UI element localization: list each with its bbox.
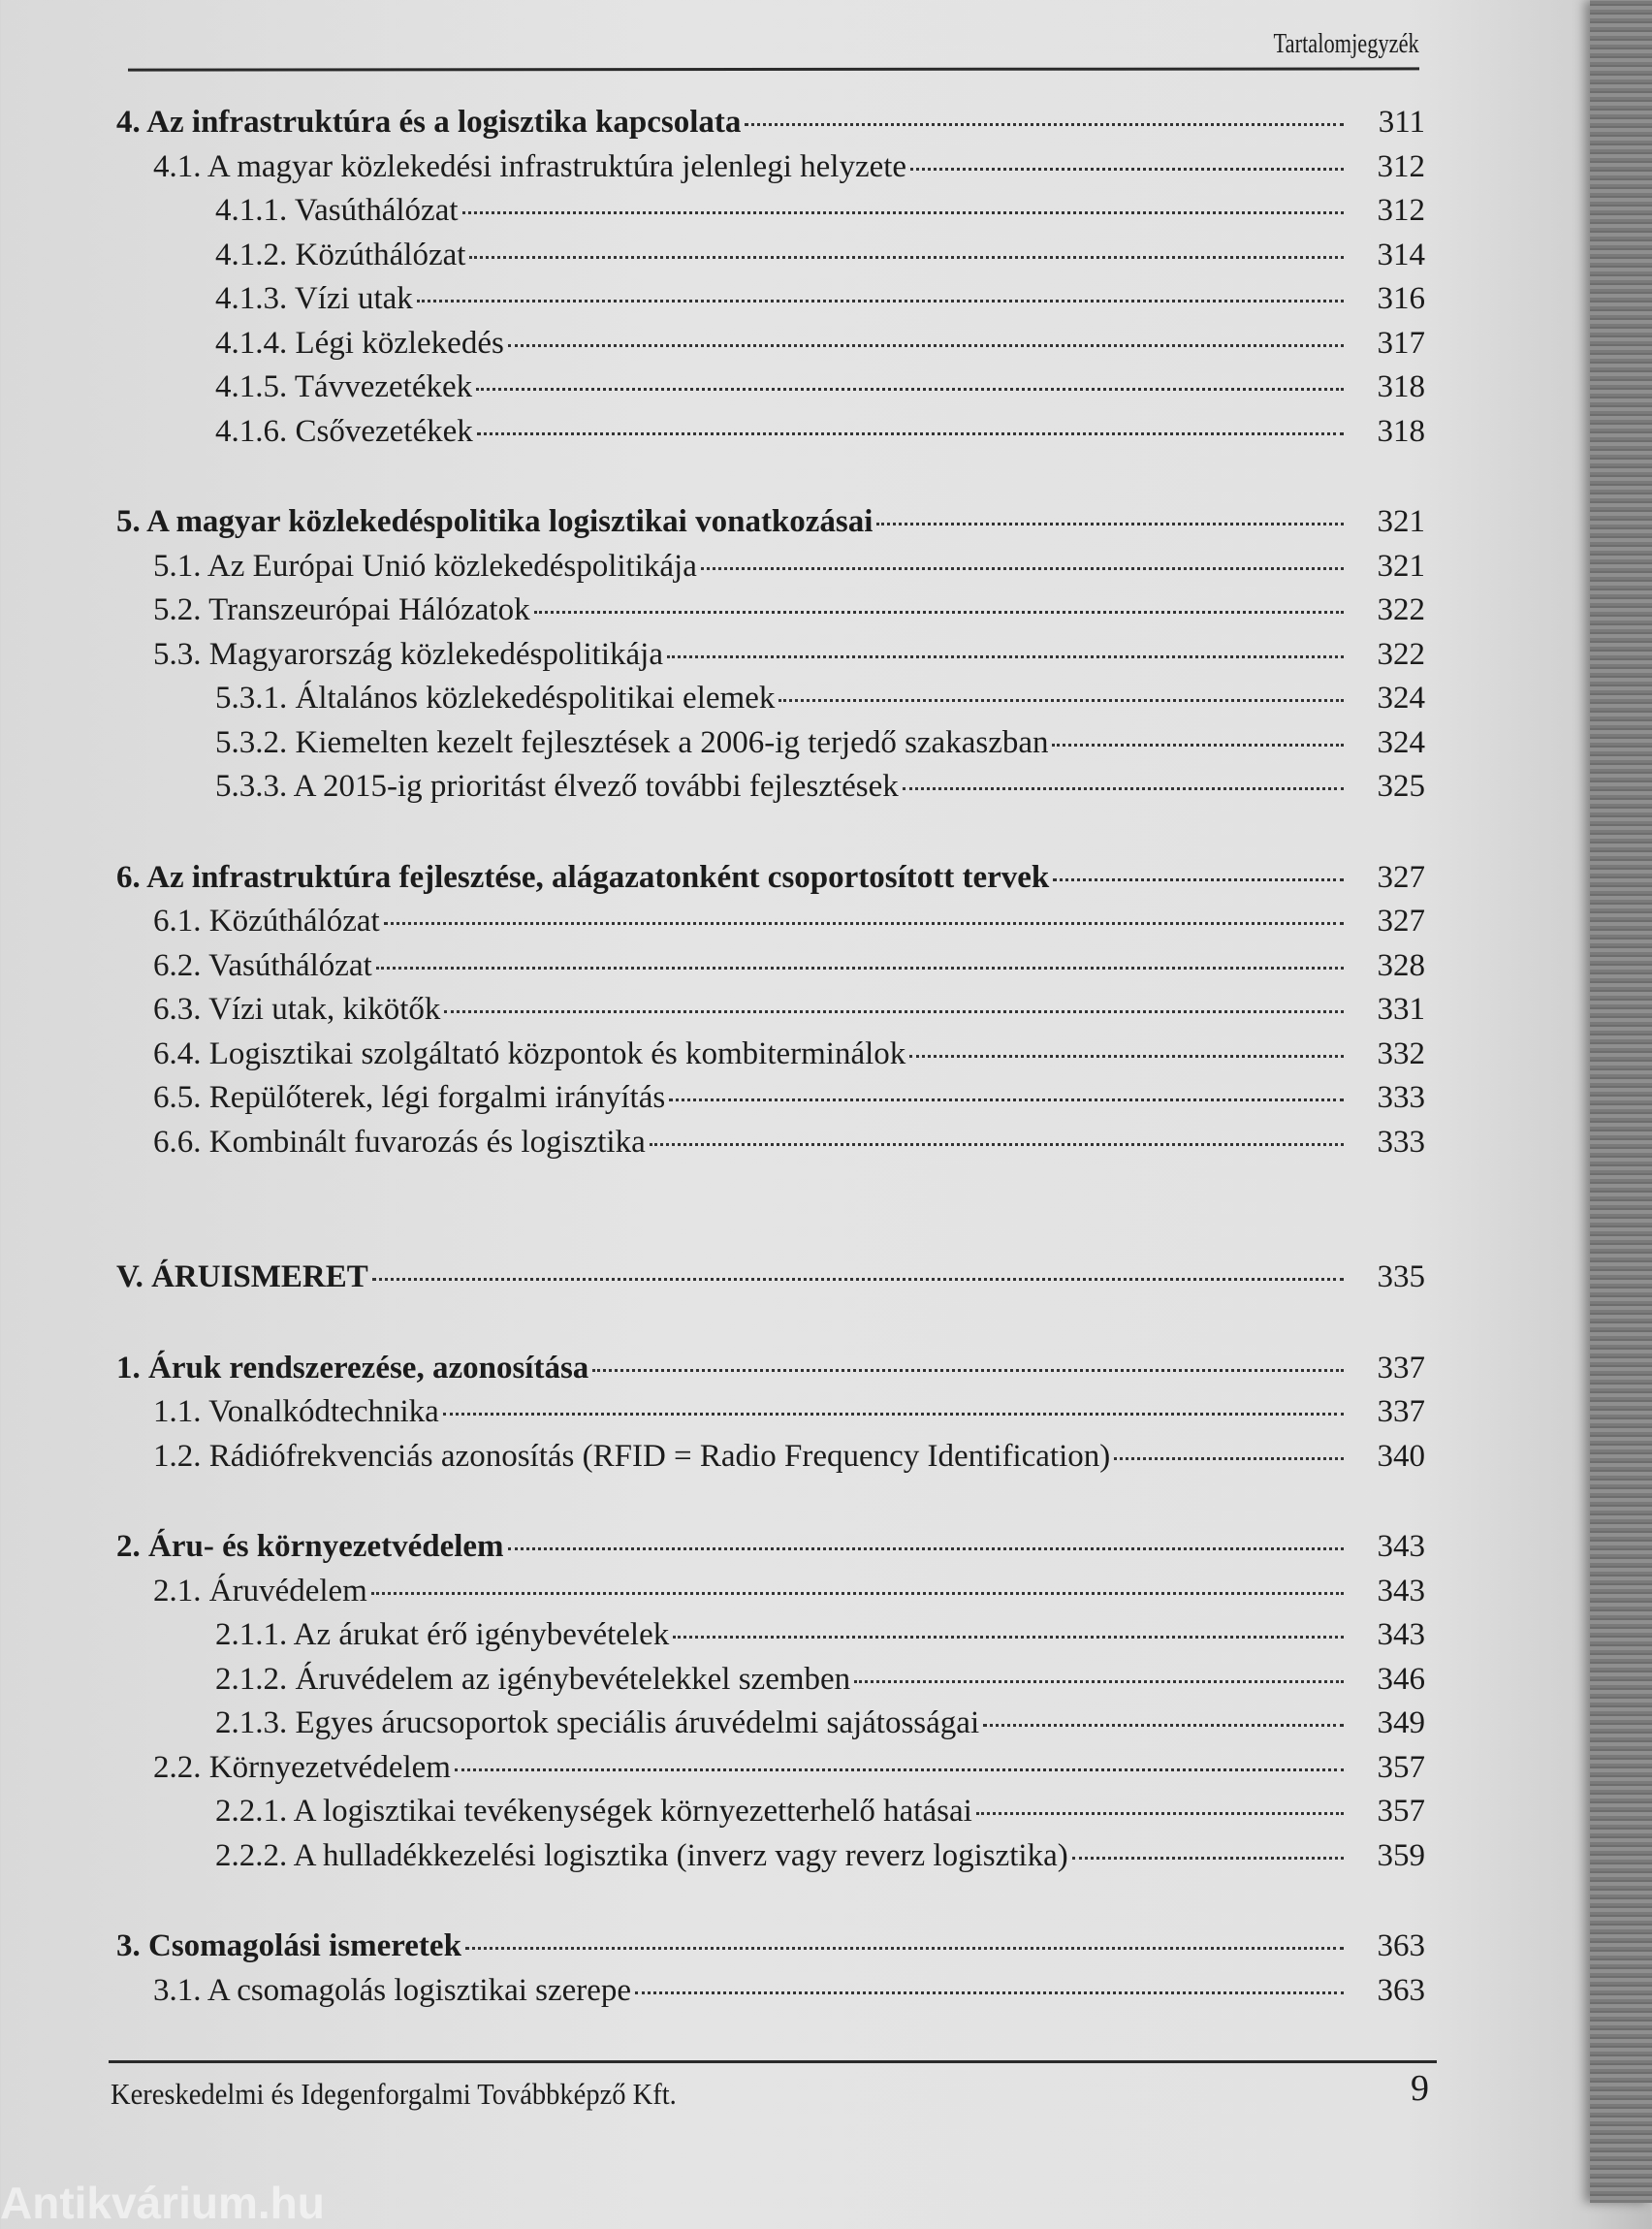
dot-leader <box>701 567 1344 570</box>
toc-entry-title: 5.3.1. Általános közlekedéspolitikai elemek <box>215 681 776 716</box>
dot-leader <box>476 388 1344 391</box>
toc-entry-title: 5. A magyar közlekedéspolitika logisztikai vonatkozásai <box>116 504 874 539</box>
toc-entry-title: 2.2. Környezetvédelem <box>153 1749 451 1785</box>
toc-entry-title: 4.1.1. Vasúthálózat <box>215 193 459 228</box>
toc-entry <box>116 500 1425 545</box>
toc-entry <box>116 1969 1425 2014</box>
toc-entry <box>116 1033 1425 1077</box>
toc-entry <box>116 1435 1425 1480</box>
toc-entry-page: 318 <box>1377 369 1425 404</box>
toc-entry <box>116 1834 1425 1879</box>
toc-entry-page: 333 <box>1377 1080 1425 1115</box>
toc-entry <box>116 633 1425 678</box>
toc-entry-title: 2.2.1. A logisztikai tevékenységek környezetterhelő hatásai <box>215 1794 972 1829</box>
toc-entry-title: 2.1.2. Áruvédelem az igénybevételekkel szemben <box>215 1661 851 1697</box>
toc-entry-page: 363 <box>1377 1972 1425 2008</box>
toc-entry-page: 335 <box>1377 1259 1425 1294</box>
dot-leader <box>417 300 1344 303</box>
toc-entry <box>116 1256 1425 1300</box>
toc-chapter-group <box>116 856 1425 1165</box>
toc-entry <box>116 410 1425 455</box>
dot-leader <box>650 1143 1344 1146</box>
toc-entry-page: 340 <box>1377 1438 1425 1474</box>
toc-entry-page: 324 <box>1377 681 1425 716</box>
toc-entry-title: 6.6. Kombinált fuvarozás és logisztika <box>153 1124 646 1160</box>
dot-leader <box>909 1055 1344 1058</box>
toc-entry-page: 321 <box>1377 504 1425 539</box>
toc-entry-page: 316 <box>1377 281 1425 316</box>
dot-leader <box>469 256 1344 259</box>
toc-entry-page: 357 <box>1377 1749 1425 1785</box>
toc-entry <box>116 988 1425 1033</box>
toc-entry <box>116 277 1425 322</box>
toc-entry-page: 363 <box>1377 1928 1425 1963</box>
toc-entry-page: 343 <box>1377 1617 1425 1652</box>
toc-entry-title: 3.1. A csomagolás logisztikai szerepe <box>153 1972 632 2008</box>
dot-leader <box>1052 744 1344 747</box>
toc-entry <box>116 1746 1425 1791</box>
toc-entry-page: 314 <box>1377 237 1425 272</box>
toc-entry-page: 357 <box>1377 1794 1425 1829</box>
toc-entry-title: 4.1.6. Csővezetékek <box>215 413 473 449</box>
toc-chapter-group <box>116 101 1425 454</box>
toc-entry-title: 6.5. Repülőterek, légi forgalmi irányítás <box>153 1080 666 1115</box>
toc-entry-page: 333 <box>1377 1124 1425 1160</box>
toc-entry-page: 337 <box>1377 1350 1425 1385</box>
table-of-contents <box>116 101 1425 2013</box>
toc-chapter-group <box>116 1925 1425 2013</box>
watermark: Antikvárium.hu <box>0 2178 325 2228</box>
toc-entry <box>116 322 1425 366</box>
toc-entry-title: 6.2. Vasúthálózat <box>153 947 372 983</box>
toc-entry-page: 324 <box>1377 724 1425 760</box>
toc-entry <box>116 900 1425 944</box>
toc-entry-page: 311 <box>1378 105 1425 140</box>
dot-leader <box>669 1099 1344 1101</box>
dot-leader <box>477 432 1344 435</box>
toc-entry-title: 1.1. Vonalkódtechnika <box>153 1394 439 1429</box>
toc-entry-title: 4.1.5. Távvezetékek <box>215 369 473 404</box>
toc-entry <box>116 1702 1425 1746</box>
toc-entry <box>116 145 1425 190</box>
footer-publisher: Kereskedelmi és Idegenforgalmi Továbbképző Kft. <box>111 2077 677 2111</box>
toc-entry-title: 5.3.2. Kiemelten kezelt fejlesztések a 2006-ig terjedő szakaszban <box>215 724 1049 760</box>
toc-entry-title: 2.1.1. Az árukat érő igénybevételek <box>215 1617 670 1652</box>
toc-entry-title: 1.2. Rádiófrekvenciás azonosítás (RFID = Radio Frequency Identification) <box>153 1438 1111 1474</box>
toc-entry <box>116 101 1425 145</box>
toc-entry-page: 349 <box>1377 1705 1425 1740</box>
dot-leader <box>443 1413 1344 1416</box>
toc-entry-title: 4.1.3. Vízi utak <box>215 281 413 316</box>
toc-entry <box>116 1658 1425 1703</box>
toc-entry-page: 318 <box>1377 413 1425 449</box>
toc-entry-page: 337 <box>1377 1394 1425 1429</box>
toc-entry-title: 2.2.2. A hulladékkezelési logisztika (inverz vagy reverz logisztika) <box>215 1837 1068 1873</box>
toc-entry <box>116 1613 1425 1658</box>
toc-entry-title: 4.1. A magyar közlekedési infrastruktúra jelenlegi helyzete <box>153 148 907 184</box>
toc-entry-page: 328 <box>1377 947 1425 983</box>
toc-entry-page: 312 <box>1377 193 1425 228</box>
toc-entry <box>116 1525 1425 1570</box>
dot-leader <box>903 787 1344 790</box>
toc-entry <box>116 1925 1425 1969</box>
toc-entry-title: 4. Az infrastruktúra és a logisztika kapcsolata <box>116 105 742 140</box>
dot-leader <box>376 967 1344 970</box>
toc-entry <box>116 1390 1425 1435</box>
dot-leader <box>1053 878 1344 881</box>
toc-entry <box>116 545 1425 589</box>
dot-leader <box>635 1991 1344 1994</box>
toc-entry-title: 6. Az infrastruktúra fejlesztése, alágazatonként csoportosított tervek <box>116 859 1050 895</box>
toc-entry <box>116 1790 1425 1834</box>
toc-entry-title: 6.4. Logisztikai szolgáltató központok és kombiterminálok <box>153 1035 906 1071</box>
dot-leader <box>854 1680 1344 1683</box>
toc-entry <box>116 1347 1425 1391</box>
footer-rule <box>109 2060 1437 2063</box>
toc-entry <box>116 366 1425 410</box>
dot-leader <box>667 655 1344 658</box>
dot-leader <box>508 1547 1344 1550</box>
toc-entry-title: 1. Áruk rendszerezése, azonosítása <box>116 1350 589 1385</box>
running-header: Tartalomjegyzék <box>1273 29 1419 59</box>
dot-leader <box>673 1636 1344 1639</box>
toc-entry <box>116 1076 1425 1121</box>
dot-leader <box>983 1724 1344 1727</box>
dot-leader <box>508 344 1344 347</box>
toc-chapter-group <box>116 1525 1425 1878</box>
toc-entry-title: 2.1. Áruvédelem <box>153 1573 367 1608</box>
toc-entry-title: 2. Áru- és környezetvédelem <box>116 1529 504 1564</box>
toc-entry-title: 5.1. Az Európai Unió közlekedéspolitikája <box>153 548 697 584</box>
toc-entry-title: 3. Csomagolási ismeretek <box>116 1928 461 1963</box>
dot-leader <box>910 168 1344 171</box>
toc-entry-page: 332 <box>1377 1035 1425 1071</box>
toc-entry-page: 327 <box>1377 859 1425 895</box>
toc-chapter-group <box>116 500 1425 810</box>
toc-entry <box>116 234 1425 278</box>
header-rule <box>128 67 1419 71</box>
toc-entry <box>116 856 1425 901</box>
toc-entry-page: 359 <box>1377 1837 1425 1873</box>
toc-entry-page: 322 <box>1377 636 1425 672</box>
toc-chapter-group <box>116 1347 1425 1480</box>
dot-leader <box>976 1812 1344 1815</box>
toc-entry-page: 322 <box>1377 592 1425 627</box>
toc-part <box>116 1256 1425 1300</box>
toc-entry-page: 343 <box>1377 1573 1425 1608</box>
toc-entry-title: V. ÁRUISMERET <box>116 1259 368 1294</box>
toc-entry-page: 327 <box>1377 904 1425 939</box>
dot-leader <box>384 922 1344 925</box>
dot-leader <box>534 611 1344 614</box>
toc-entry-page: 325 <box>1377 769 1425 804</box>
toc-entry <box>116 765 1425 810</box>
dot-leader <box>462 211 1344 214</box>
dot-leader <box>876 523 1344 525</box>
dot-leader <box>444 1010 1344 1013</box>
toc-entry-title: 6.3. Vízi utak, kikötők <box>153 992 441 1027</box>
dot-leader <box>1114 1457 1344 1460</box>
dot-leader <box>455 1768 1344 1771</box>
dot-leader <box>745 123 1344 126</box>
toc-entry-title: 2.1.3. Egyes árucsoportok speciális áruvédelmi sajátosságai <box>215 1705 980 1740</box>
toc-entry-page: 343 <box>1377 1529 1425 1564</box>
dot-leader <box>1072 1857 1344 1860</box>
toc-entry-title: 6.1. Közúthálózat <box>153 904 380 939</box>
toc-entry <box>116 1121 1425 1165</box>
dot-leader <box>372 1278 1344 1281</box>
page-number: 9 <box>1411 2068 1429 2109</box>
dot-leader <box>778 699 1344 702</box>
toc-entry-title: 4.1.4. Légi közlekedés <box>215 325 504 361</box>
dot-leader <box>592 1369 1344 1372</box>
toc-entry-page: 321 <box>1377 548 1425 584</box>
toc-entry <box>116 1570 1425 1614</box>
toc-entry <box>116 677 1425 721</box>
toc-entry <box>116 189 1425 234</box>
dot-leader <box>465 1947 1344 1950</box>
toc-entry <box>116 589 1425 633</box>
toc-entry-title: 4.1.2. Közúthálózat <box>215 237 466 272</box>
toc-entry-title: 5.3. Magyarország közlekedéspolitikája <box>153 636 663 672</box>
toc-entry-page: 317 <box>1377 325 1425 361</box>
toc-entry <box>116 944 1425 989</box>
toc-entry-title: 5.2. Transzeurópai Hálózatok <box>153 592 530 627</box>
dot-leader <box>371 1592 1344 1595</box>
toc-entry-title: 5.3.3. A 2015-ig prioritást élvező további fejlesztések <box>215 769 899 804</box>
toc-entry <box>116 721 1425 766</box>
toc-entry-page: 346 <box>1377 1661 1425 1697</box>
toc-entry-page: 312 <box>1377 148 1425 184</box>
toc-entry-page: 331 <box>1377 992 1425 1027</box>
book-spine-edge <box>1590 0 1652 2203</box>
